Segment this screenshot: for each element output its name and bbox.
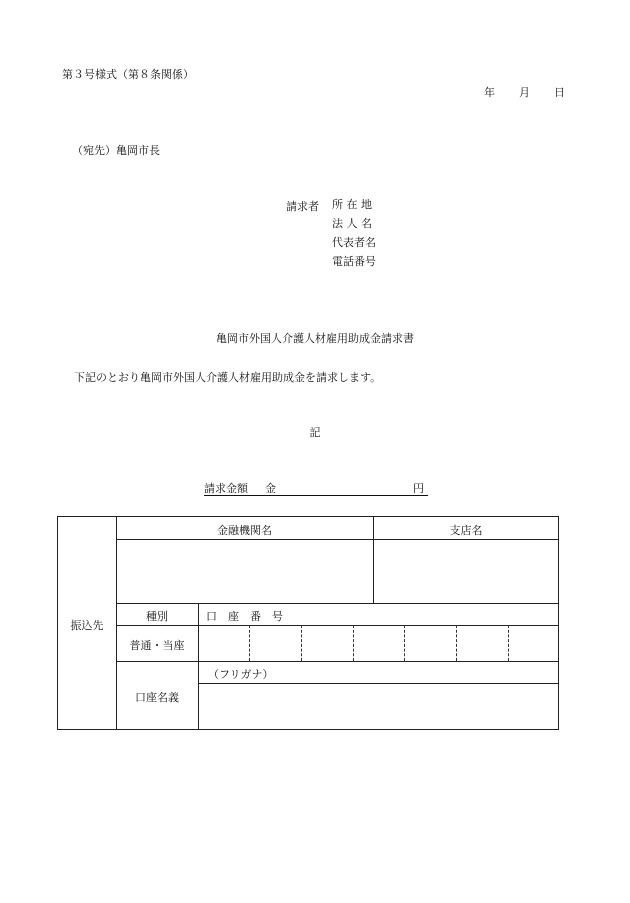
bank-transfer-table	[57, 516, 559, 730]
addressee: （宛先）亀岡市長	[72, 144, 160, 157]
form-number: 第３号様式（第８条関係）	[62, 68, 194, 81]
table-divider	[116, 661, 559, 662]
institution-name-field[interactable]	[117, 540, 372, 602]
requester-field-address: 所 在 地	[332, 198, 372, 211]
date-year: 年	[484, 86, 495, 99]
amount-label: 請求金額	[204, 482, 248, 495]
document-title: 亀岡市外国人介護人材雇用助成金請求書	[216, 332, 414, 345]
account-number-field[interactable]	[199, 626, 558, 660]
date-month: 月	[519, 86, 530, 99]
amount-line	[204, 480, 428, 496]
amount-underline	[204, 495, 428, 496]
account-type-value: 普通・当座	[129, 639, 185, 652]
table-divider	[116, 603, 559, 604]
institution-header: 金融機関名	[217, 524, 272, 537]
requester-label: 請求者	[286, 200, 319, 213]
amount-suffix: 円	[413, 482, 424, 495]
type-label: 種別	[146, 610, 168, 623]
requester-field-corporation: 法 人 名	[332, 217, 372, 230]
account-holder-label: 口座名義	[135, 691, 179, 704]
branch-header: 支店名	[449, 524, 483, 537]
furigana-label: （フリガナ）	[208, 668, 274, 681]
requester-field-representative: 代表者名	[332, 236, 376, 249]
date-day: 日	[554, 86, 565, 99]
date-line	[484, 84, 565, 100]
ki-heading: 記	[309, 426, 321, 439]
account-number-label: 口 座 番 号	[206, 610, 283, 623]
transfer-label: 振込先	[70, 619, 104, 632]
account-holder-field[interactable]	[199, 684, 558, 728]
body-text: 下記のとおり亀岡市外国人介護人材雇用助成金を請求します。	[74, 371, 382, 384]
requester-fields	[332, 198, 376, 274]
branch-name-field[interactable]	[374, 540, 558, 602]
requester-field-phone: 電話番号	[332, 255, 376, 268]
amount-prefix: 金	[265, 482, 276, 495]
